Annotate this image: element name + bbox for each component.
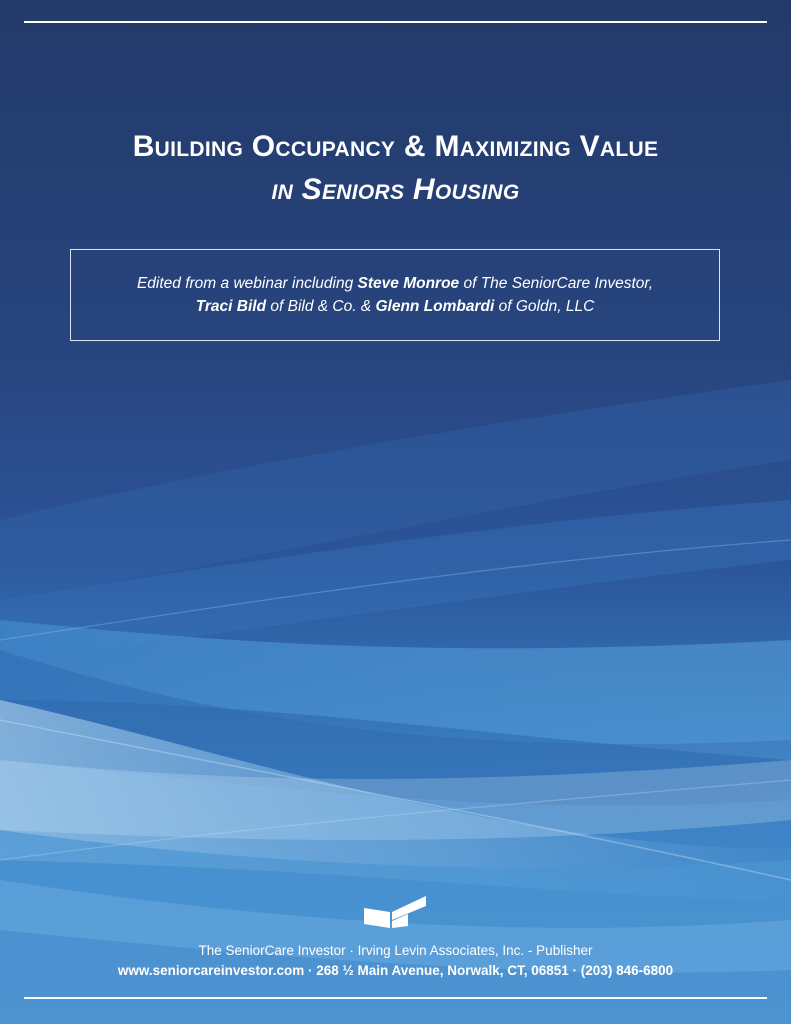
credit-name-steve-monroe: Steve Monroe xyxy=(357,275,460,292)
credit-mid: of Bild & Co. & xyxy=(266,298,376,315)
footer xyxy=(0,941,791,981)
credit-box xyxy=(70,249,720,341)
credit-name-traci-bild: Traci Bild xyxy=(195,298,267,315)
credit-line-2 xyxy=(196,295,595,318)
footer-contact: www.seniorcareinvestor.com · 268 ½ Main Avenue, Norwalk, CT, 06851 · (203) 846-6800 xyxy=(117,963,674,978)
credit-prefix: Edited from a webinar including xyxy=(136,275,358,292)
credit-name-glenn-lombardi: Glenn Lombardi xyxy=(375,298,495,315)
document-title xyxy=(0,128,791,210)
credit-line-1 xyxy=(137,272,653,295)
title-line-2: in Seniors Housing xyxy=(271,173,520,206)
credit-suffix-2: of Goldn, LLC xyxy=(494,298,595,315)
title-line-1: Building Occupancy & Maximizing Value xyxy=(132,130,659,163)
book-logo-icon xyxy=(362,894,428,930)
footer-publisher: The SeniorCare Investor · Irving Levin Associates, Inc. - Publisher xyxy=(198,943,593,958)
bottom-rule xyxy=(24,997,767,999)
top-rule xyxy=(24,21,767,23)
credit-suffix-1: of The SeniorCare Investor, xyxy=(459,275,654,292)
